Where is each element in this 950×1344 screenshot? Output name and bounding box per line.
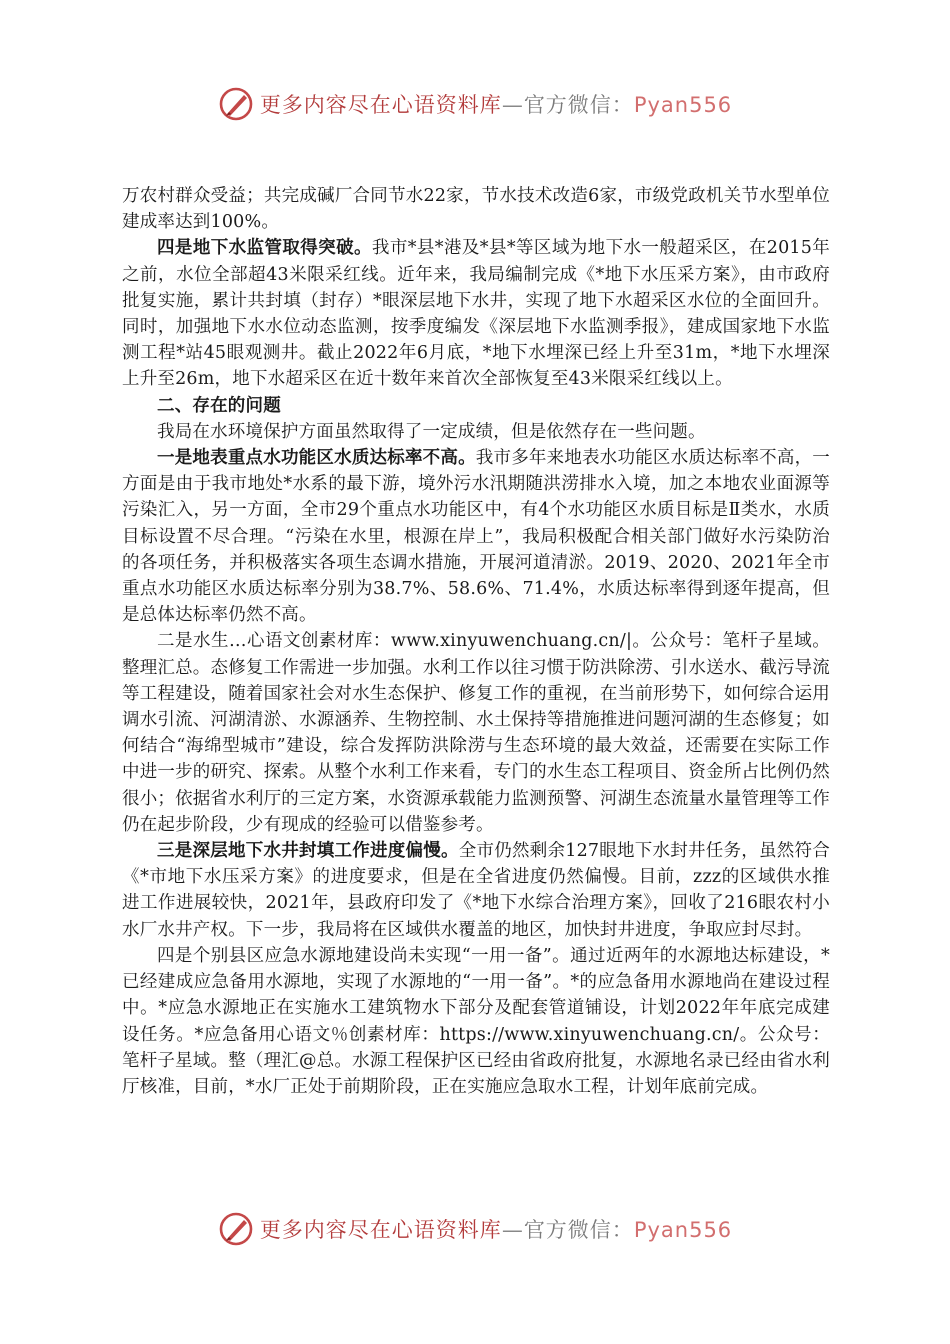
footer-main-text: 更多内容尽在心语资料库: [259, 1218, 502, 1242]
header-dash: —: [501, 93, 524, 117]
paragraph-2: 我局在水环境保护方面虽然取得了一定成绩，但是依然存在一些问题。: [157, 421, 706, 442]
paragraph-1: [122, 235, 830, 392]
paragraph-0: 万农村群众受益；共完成碱厂合同节水22家，节水技术改造6家，市级党政机关节水型单位建成率达到100%。: [122, 186, 830, 233]
header-wechat-id: Pyan556: [633, 93, 733, 117]
paragraph-1-lead: 四是地下水监管取得突破。: [157, 238, 372, 259]
footer-wechat-label: 官方微信：: [523, 1218, 634, 1242]
footer-banner: [0, 1209, 950, 1249]
header-wechat-label: 官方微信：: [523, 93, 634, 117]
paragraph-3-text: 我市多年来地表水功能区水质达标率不高，一方面是由于我市地处*水系的最下游，境外污水汛期随洪涝排水入境，加之本地农业面源等污染汇入，另一方面，全市29个重点水功能区中，有4个水功能区水质目标是Ⅱ类水，水质目标设置不尽合理。“污染在水里，根源在岸上”，我局积极配合相关部门做好水污染防治的各项任务，并积极落实各项生态调水措施，开展河道清淤。2019、2020、2021年全市重点水功能区水质达标率分别为38.7%、58.6%、71.4%，水质达标率得到逐年提高，但是总体达标率仍然不高。: [122, 448, 830, 626]
header-banner: [0, 84, 950, 124]
section-heading: 二、存在的问题: [157, 395, 281, 416]
paragraph-5-lead: 三是深层地下水井封填工作进度偏慢。: [157, 841, 459, 862]
header-main-text: 更多内容尽在心语资料库: [259, 93, 502, 117]
paragraph-6: 四是个别县区应急水源地建设尚未实现“一用一备”。通过近两年的水源地达标建设，*已经建成应急备用水源地，实现了水源地的“一用一备”。*的应急备用水源地尚在建设过程中。*应急水源地正在实施水工建筑物水下部分及配套管道铺设，计划2022年年底完成建设任务。*应急备用心语文％创素材库：https://www.xinyuwenchuang.cn/。公众号：笔杆子星域。整（理汇@总。水源工程保护区已经由省政府批复，水源地名录已经由省水利厅核准，目前，*水厂正处于前期阶段，正在实施应急取水工程，计划年底前完成。: [122, 945, 830, 1097]
pen-logo-icon: [218, 86, 254, 122]
paragraph-5: [122, 838, 830, 943]
pen-logo-icon: [218, 1211, 254, 1247]
paragraph-5-text: 全市仍然剩余127眼地下水封井任务，虽然符合《*市地下水压采方案》的进度要求，但是在全省进度仍然偏慢。目前，zzz的区域供水推进工作进展较快，2021年，县政府印发了《*地下水综合治理方案》，回收了216眼农村小水厂水井产权。下一步，我局将在区域供水覆盖的地区，加快封井进度，争取应封尽封。: [122, 841, 830, 940]
document-body: [122, 183, 830, 1100]
paragraph-3: [122, 445, 830, 628]
paragraph-4: 二是水生…心语文创素材库：www.xinyuwenchuang.cn/|。公众号：笔杆子星域。整理汇总。态修复工作需进一步加强。水利工作以往习惯于防洪除涝、引水送水、截污导流等工程建设，随着国家社会对水生态保护、修复工作的重视，在当前形势下，如何综合运用调水引流、河湖清淤、水源涵养、生物控制、水土保持等措施推进问题河湖的生态修复；如何结合“海绵型城市”建设，综合发挥防洪除涝与生态环境的最大效益，还需要在实际工作中进一步的研究、探索。从整个水利工作来看，专门的水生态工程项目、资金所占比例仍然很小；依据省水利厅的三定方案，水资源承载能力监测预警、河湖生态流量水量管理等工作仍在起步阶段，少有现成的经验可以借鉴参考。: [122, 631, 830, 835]
header-text: [260, 89, 732, 119]
footer-dash: —: [501, 1218, 524, 1242]
footer-wechat-id: Pyan556: [633, 1218, 733, 1242]
footer-text: [260, 1214, 732, 1244]
paragraph-1-text: 我市*县*港及*县*等区域为地下水一般超采区，在2015年之前，水位全部超43米限采红线。近年来，我局编制完成《*地下水压采方案》，由市政府批复实施，累计共封填（封存）*眼深层地下水井，实现了地下水超采区水位的全面回升。同时，加强地下水水位动态监测，按季度编发《深层地下水监测季报》，建成国家地下水监测工程*站45眼观测井。截止2022年6月底，*地下水埋深已经上升至31m，*地下水埋深上升至26m，地下水超采区在近十数年来首次全部恢复至43米限采红线以上。: [122, 238, 830, 390]
paragraph-3-lead: 一是地表重点水功能区水质达标率不高。: [157, 448, 476, 469]
